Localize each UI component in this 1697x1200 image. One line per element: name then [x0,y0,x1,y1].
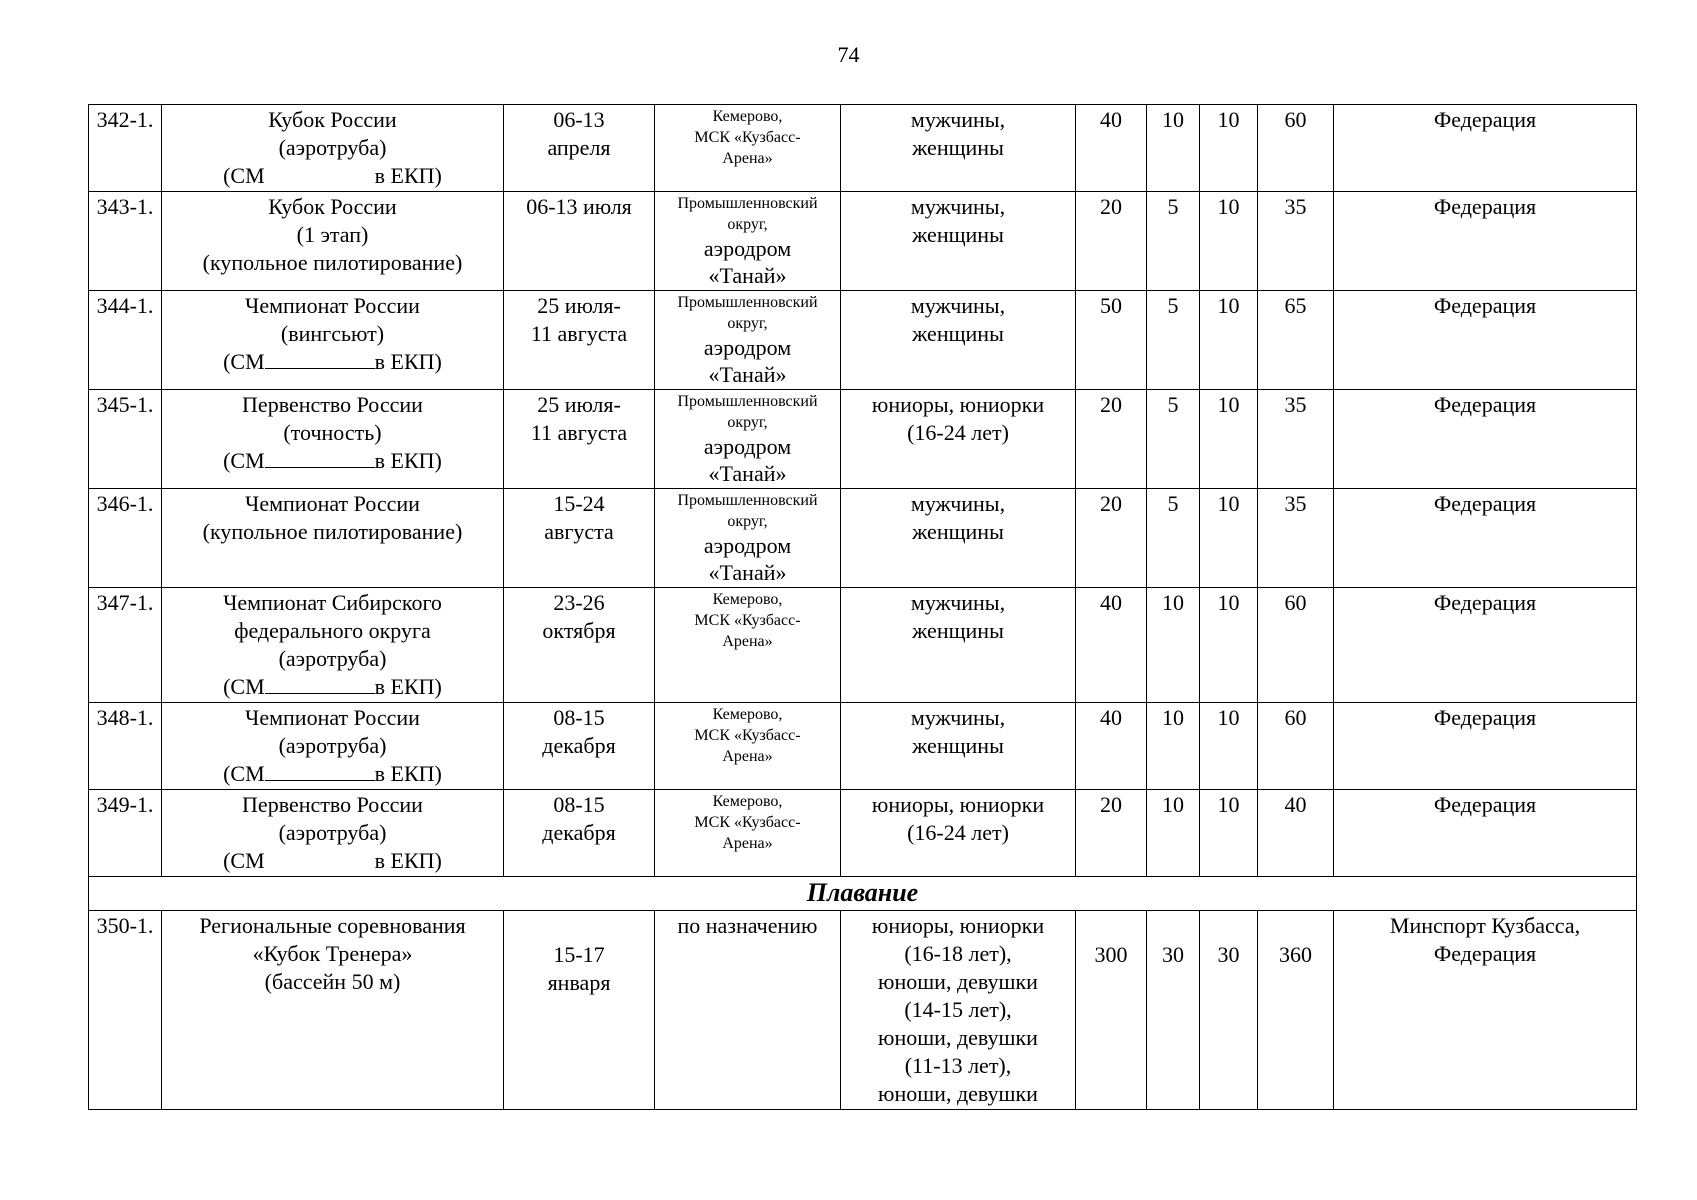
organizer-line: Федерация [1433,491,1537,516]
count-c3: 10 [1200,105,1258,192]
date-line: августа [544,519,614,544]
event-name [162,790,504,877]
venue-line: МСК «Кузбасс- [694,129,801,146]
event-venue: по назначению [655,911,841,1110]
count-c1: 50 [1076,291,1147,390]
sm-prefix: (СМ [223,349,265,374]
date-line: октября [542,618,616,643]
venue-line: Кемерово, [712,706,783,723]
row-number: 343-1. [89,192,162,291]
date-line: 23-26 [553,590,605,615]
participants-line: женщины [912,733,1004,758]
organizer-line: Федерация [1433,107,1537,132]
sm-suffix: в ЕКП) [374,761,442,786]
event-dates [504,703,655,790]
event-line: федерального округа [234,618,431,643]
count-c3: 10 [1200,703,1258,790]
event-dates [504,105,655,192]
sm-prefix: (СМ [223,761,265,786]
count-c2: 10 [1147,588,1200,703]
count-c3: 10 [1200,489,1258,588]
organizer-line: Федерация [1433,194,1537,219]
event-dates [504,390,655,489]
row-number: 350-1. [89,911,162,1110]
row-number: 346-1. [89,489,162,588]
event-line: (аэротруба) [278,820,387,845]
sm-suffix: в ЕКП) [374,448,442,473]
date-line: 11 августа [530,321,628,346]
event-dates [504,192,655,291]
count-c3: 10 [1200,192,1258,291]
participants [841,703,1076,790]
sm-blank [265,165,375,183]
venue-line: «Танай» [708,461,787,486]
count-c1: 20 [1076,390,1147,489]
venue-line: Промышленновский [677,393,818,410]
event-line: (купольное пилотирование) [202,250,463,275]
organizer-line: Федерация [1433,941,1537,966]
event-venue [655,390,841,489]
venue-line: Кемерово, [712,793,783,810]
table-row [89,390,1637,489]
event-name [162,703,504,790]
venue-line: «Танай» [708,362,787,387]
participants-line: (11-13 лет), [904,1053,1012,1078]
venue-line: аэродром [703,434,792,459]
participants-line: (16-24 лет) [907,420,1009,445]
event-dates [504,291,655,390]
participants-line: юниоры, юниорки [871,913,1045,938]
event-line: Кубок России [268,107,397,132]
event-venue [655,703,841,790]
date-line: 15-24 [553,491,605,516]
venue-line: МСК «Кузбасс- [694,814,801,831]
event-sm-line [165,847,500,875]
event-sm-line [165,348,500,376]
count-c3: 30 [1200,911,1258,1110]
event-line: Кубок России [268,194,397,219]
event-line: (1 этап) [296,222,369,247]
sm-blank [265,350,375,369]
schedule-table [88,104,1637,1110]
sm-blank [265,762,375,781]
table-row [89,790,1637,877]
organizer-line: Минспорт Кузбасса, [1389,913,1581,938]
count-c3: 10 [1200,291,1258,390]
count-c2: 5 [1147,489,1200,588]
sm-suffix: в ЕКП) [374,349,442,374]
participants-line: юноши, девушки [878,1025,1038,1050]
participants [841,489,1076,588]
event-venue [655,489,841,588]
count-total: 35 [1258,390,1334,489]
venue-line: МСК «Кузбасс- [694,727,801,744]
event-sm-line [165,162,500,190]
table-row [89,588,1637,703]
event-dates [504,588,655,703]
date-line: апреля [547,135,611,160]
participants [841,790,1076,877]
sm-prefix: (СМ [223,163,265,188]
count-c2: 10 [1147,703,1200,790]
date-line: 25 июля- [537,293,621,318]
section-title: Плавание [89,877,1637,911]
venue-line: Промышленновский [677,195,818,212]
count-c2: 30 [1147,911,1200,1110]
count-c1: 40 [1076,588,1147,703]
count-total: 60 [1258,588,1334,703]
count-c1: 20 [1076,790,1147,877]
event-dates [504,911,655,1110]
organizer [1334,911,1637,1110]
event-name [162,588,504,703]
section-row [89,877,1637,911]
venue-line: аэродром [703,533,792,558]
event-line: Чемпионат России [245,705,420,730]
participants-line: женщины [912,222,1004,247]
venue-line: Кемерово, [712,591,783,608]
event-venue [655,588,841,703]
event-dates [504,489,655,588]
venue-line: Промышленновский [677,492,818,509]
count-c1: 40 [1076,105,1147,192]
count-c1: 40 [1076,703,1147,790]
count-c2: 5 [1147,390,1200,489]
table-row [89,703,1637,790]
venue-line: округ, [727,414,768,431]
count-total: 35 [1258,192,1334,291]
participants-line: мужчины, [910,194,1006,219]
venue-line: Арена» [722,835,773,852]
venue-line: «Танай» [708,263,787,288]
sm-blank [265,675,375,694]
schedule-body [89,105,1637,1110]
participants-line: мужчины, [910,107,1006,132]
organizer [1334,489,1637,588]
event-name [162,105,504,192]
count-c2: 5 [1147,192,1200,291]
organizer [1334,105,1637,192]
participants [841,588,1076,703]
event-line: (аэротруба) [278,733,387,758]
row-number: 342-1. [89,105,162,192]
event-line: «Кубок Тренера» [252,941,413,966]
participants-line: юниоры, юниорки [871,392,1045,417]
venue-line: Кемерово, [712,108,783,125]
venue-line: округ, [727,216,768,233]
sm-prefix: (СМ [223,448,265,473]
sm-suffix: в ЕКП) [374,674,442,699]
sm-suffix: в ЕКП) [374,163,442,188]
count-c2: 10 [1147,105,1200,192]
participants [841,192,1076,291]
participants-line: (16-24 лет) [907,820,1009,845]
event-name [162,911,504,1110]
count-c3: 10 [1200,588,1258,703]
date-line: декабря [542,820,616,845]
count-c3: 10 [1200,390,1258,489]
event-line: Чемпионат России [245,293,420,318]
count-total: 35 [1258,489,1334,588]
organizer-line: Федерация [1433,293,1537,318]
sm-blank [265,850,375,868]
event-line: Первенство России [242,792,423,817]
organizer [1334,192,1637,291]
venue-line: Арена» [722,748,773,765]
date-line: 15-17 [553,942,605,967]
organizer-line: Федерация [1433,590,1537,615]
venue-line: Промышленновский [677,294,818,311]
event-line: Чемпионат России [245,491,420,516]
organizer-line: Федерация [1433,392,1537,417]
venue-line: округ, [727,315,768,332]
date-line: 25 июля- [537,392,621,417]
event-line: (купольное пилотирование) [202,519,463,544]
participants-line: мужчины, [910,293,1006,318]
date-line: 08-15 [553,705,605,730]
participants-line: (14-15 лет), [904,997,1012,1022]
event-line: Региональные соревнования [199,913,466,938]
participants-line: женщины [912,519,1004,544]
organizer-line: Федерация [1433,705,1537,730]
event-dates [504,790,655,877]
table-row [89,911,1637,1110]
venue-line: округ, [727,513,768,530]
count-c1: 20 [1076,192,1147,291]
sm-prefix: (СМ [223,674,265,699]
organizer [1334,588,1637,703]
organizer [1334,703,1637,790]
date-line: 06-13 июля [526,194,632,219]
event-name [162,291,504,390]
table-row [89,192,1637,291]
participants-line: юноши, девушки [878,969,1038,994]
venue-line: аэродром [703,236,792,261]
row-number: 344-1. [89,291,162,390]
participants [841,911,1076,1110]
organizer-line: Федерация [1433,792,1537,817]
date-line: января [547,970,611,995]
row-number: 348-1. [89,703,162,790]
participants-line: (16-18 лет), [904,941,1012,966]
event-line: Первенство России [242,392,423,417]
sm-blank [265,449,375,468]
date-line: 11 августа [530,420,628,445]
event-venue [655,790,841,877]
row-number: 345-1. [89,390,162,489]
count-c1: 20 [1076,489,1147,588]
count-total: 60 [1258,703,1334,790]
row-number: 349-1. [89,790,162,877]
participants [841,291,1076,390]
event-venue [655,105,841,192]
participants-line: мужчины, [910,590,1006,615]
event-line: (точность) [283,420,382,445]
count-c2: 10 [1147,790,1200,877]
participants [841,105,1076,192]
event-name [162,192,504,291]
event-sm-line [165,447,500,475]
row-number: 347-1. [89,588,162,703]
event-name [162,390,504,489]
participants-line: мужчины, [910,705,1006,730]
table-row [89,291,1637,390]
event-line: (аэротруба) [278,135,387,160]
participants-line: женщины [912,618,1004,643]
event-name [162,489,504,588]
sm-prefix: (СМ [223,848,265,873]
venue-line: аэродром [703,335,792,360]
participants-line: мужчины, [910,491,1006,516]
date-line: 06-13 [553,107,605,132]
participants-line: женщины [912,321,1004,346]
participants-line: юноши, девушки [878,1081,1038,1106]
count-total: 60 [1258,105,1334,192]
date-line: декабря [542,733,616,758]
participants-line: женщины [912,135,1004,160]
organizer [1334,790,1637,877]
organizer [1334,390,1637,489]
table-row [89,105,1637,192]
venue-line: «Танай» [708,560,787,585]
event-line: (аэротруба) [278,646,387,671]
event-line: (бассейн 50 м) [264,969,401,994]
event-sm-line [165,673,500,701]
count-total: 40 [1258,790,1334,877]
table-row [89,489,1637,588]
organizer [1334,291,1637,390]
date-line: 08-15 [553,792,605,817]
participants-line: юниоры, юниорки [871,792,1045,817]
venue-line: МСК «Кузбасс- [694,612,801,629]
count-total: 360 [1258,911,1334,1110]
count-c3: 10 [1200,790,1258,877]
sm-suffix: в ЕКП) [374,848,442,873]
event-venue [655,192,841,291]
event-line: Чемпионат Сибирского [223,590,442,615]
count-total: 65 [1258,291,1334,390]
event-line: (вингсьют) [280,321,385,346]
venue-line: Арена» [722,633,773,650]
venue-line: Арена» [722,150,773,167]
count-c2: 5 [1147,291,1200,390]
event-venue [655,291,841,390]
event-sm-line [165,760,500,788]
count-c1: 300 [1076,911,1147,1110]
page-number: 74 [837,42,860,67]
participants [841,390,1076,489]
